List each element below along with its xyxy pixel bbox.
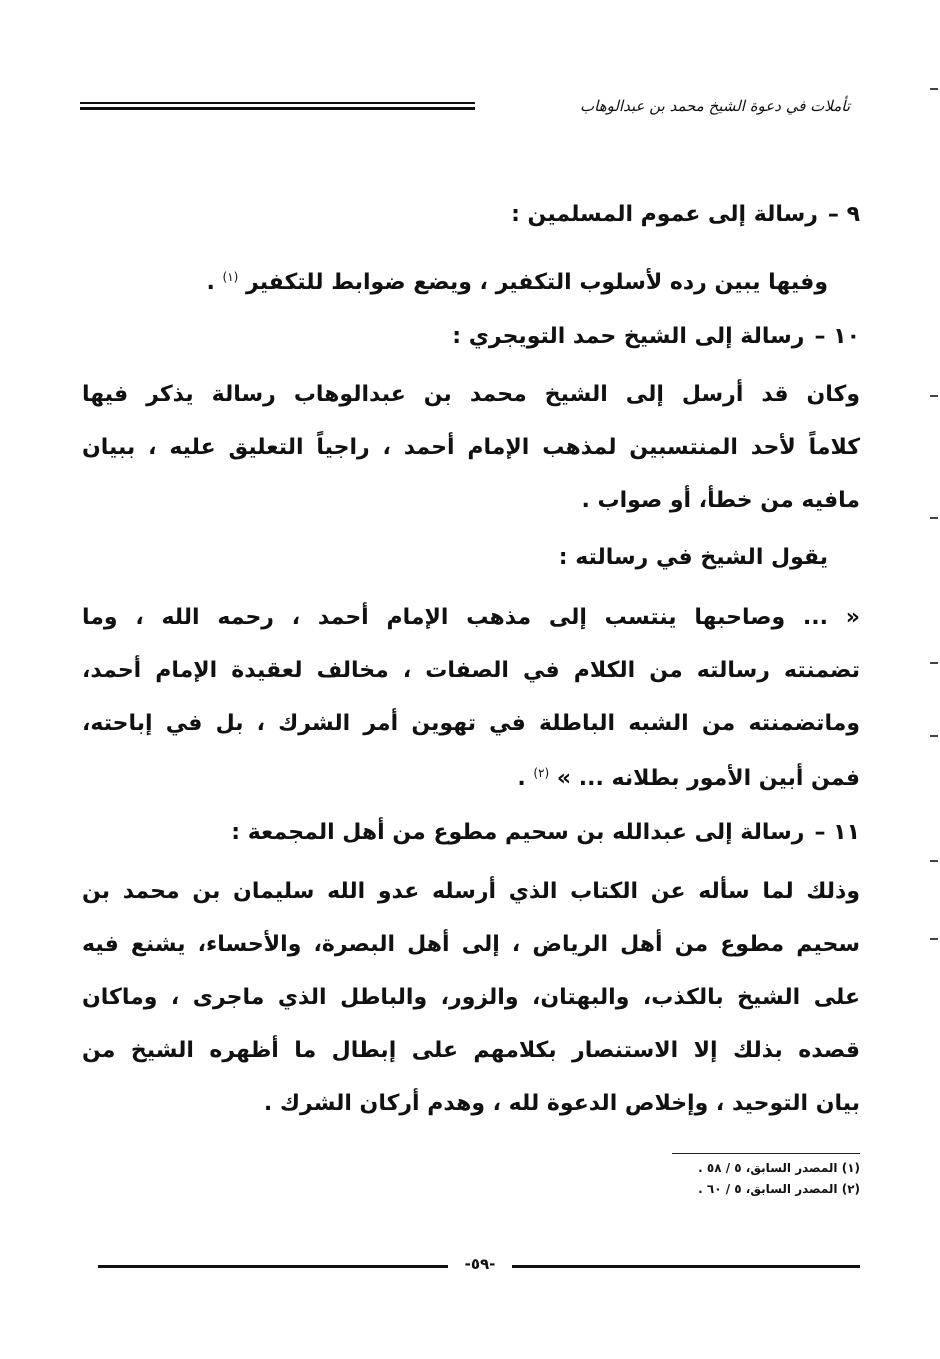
item11-line-1: وذلك لما سأله عن الكتاب الذي أرسله عدو الله سليمان بن محمد بن bbox=[82, 879, 860, 904]
quote-line-2: تضمنته رسالته من الكلام في الصفات ، مخالف لعقيدة الإمام أحمد، bbox=[82, 658, 860, 683]
footer-rule-right bbox=[512, 1265, 860, 1268]
scan-mark bbox=[930, 517, 938, 519]
item9-end: . bbox=[206, 270, 215, 295]
item11-line-3: على الشيخ بالكذب، والبهتان، والزور، والباطل الذي ماجرى ، وماكان bbox=[82, 985, 860, 1010]
footnote-ref-1[interactable]: (١) bbox=[222, 270, 239, 284]
running-header bbox=[80, 96, 850, 126]
item10-heading-line bbox=[452, 322, 860, 352]
header-title: تأملات في دعوة الشيخ محمد بن عبدالوهاب bbox=[574, 96, 850, 116]
header-rule-thin bbox=[80, 102, 475, 104]
item11-heading-line bbox=[231, 818, 860, 848]
page-number: -٥٩- bbox=[464, 1255, 496, 1273]
item10-number: ١٠ – bbox=[814, 324, 860, 349]
scan-mark bbox=[930, 735, 938, 737]
footnote-2: (٢) المصدر السابق، ٥ / ٦٠ . bbox=[698, 1182, 860, 1196]
footer-rule-left bbox=[98, 1265, 448, 1268]
quote-text-end: فمن أبين الأمور بطلانه ... » bbox=[556, 766, 860, 791]
item10-heading: رسالة إلى الشيخ حمد التويجري : bbox=[452, 324, 805, 349]
item11-line-5: بيان التوحيد ، وإخلاص الدعوة لله ، وهدم أركان الشرك . bbox=[263, 1091, 860, 1116]
item10-line-2: كلاماً لأحد المنتسبين لمذهب الإمام أحمد ، راجياً التعليق عليه ، ببيان bbox=[82, 435, 860, 460]
scan-mark bbox=[930, 662, 938, 664]
item9-heading: رسالة إلى عموم المسلمين : bbox=[511, 202, 818, 227]
item10-line-3: مافيه من خطأ، أو صواب . bbox=[581, 488, 860, 513]
item9-text: وفيها يبين رده لأسلوب التكفير ، ويضع ضوابط للتكفير bbox=[246, 270, 828, 295]
item11-heading: رسالة إلى عبدالله بن سحيم مطوع من أهل المجمعة : bbox=[231, 820, 805, 845]
item9-number: ٩ – bbox=[827, 202, 860, 227]
item9-heading-line bbox=[511, 200, 860, 230]
quote-intro: يقول الشيخ في رسالته : bbox=[558, 545, 828, 570]
quote-line-4 bbox=[517, 758, 860, 794]
quote-line-3: وماتضمنته من الشبه الباطلة في تهوين أمر الشرك ، بل في إباحته، bbox=[82, 711, 860, 736]
footnote-1: (١) المصدر السابق، ٥ / ٥٨ . bbox=[698, 1161, 860, 1175]
item10-line-1: وكان قد أرسل إلى الشيخ محمد بن عبدالوهاب رسالة يذكر فيها bbox=[82, 382, 860, 407]
item11-number: ١١ – bbox=[814, 820, 860, 845]
item9-text-line bbox=[206, 262, 828, 298]
scan-mark bbox=[930, 395, 938, 397]
header-rule-thick bbox=[80, 107, 475, 110]
scan-mark bbox=[930, 88, 938, 90]
quote-end: . bbox=[517, 766, 526, 791]
footnote-ref-2[interactable]: (٢) bbox=[533, 766, 550, 780]
quote-line-1: « ... وصاحبها ينتسب إلى مذهب الإمام أحمد ، رحمه الله ، وما bbox=[82, 605, 860, 630]
scan-mark bbox=[930, 860, 938, 862]
item11-line-4: قصده بذلك إلا الاستنصار بكلامهم على إبطال ما أظهره الشيخ من bbox=[82, 1038, 860, 1063]
footnote-divider bbox=[672, 1153, 860, 1154]
scan-mark bbox=[930, 938, 938, 940]
item11-line-2: سحيم مطوع من أهل الرياض ، إلى أهل البصرة، والأحساء، يشنع فيه bbox=[82, 932, 860, 957]
